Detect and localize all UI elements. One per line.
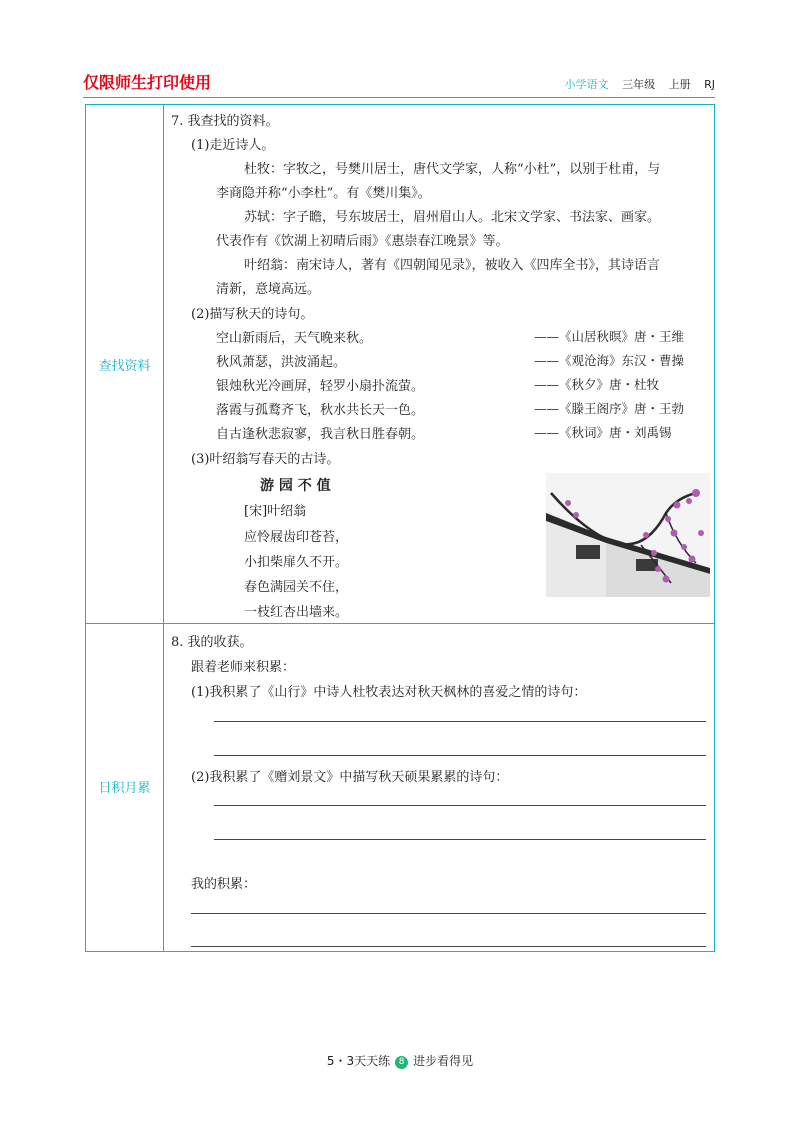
verse-source: ——《秋词》唐・刘禹锡 — [534, 425, 672, 440]
part-2-title: (2)描写秋天的诗句。 — [191, 307, 314, 322]
grade-label: 三年级 — [622, 78, 656, 91]
section-label-accumulate: 日积月累 — [98, 781, 151, 796]
accumulate-intro: 跟着老师来积累： — [191, 660, 296, 675]
poet-text-line: 代表作有《饮湖上初晴后雨》《惠崇春江晚景》等。 — [216, 234, 509, 249]
verse-line: 银烛秋光冷画屏，轻罗小扇扑流萤。 — [216, 379, 425, 394]
page-number: 8 — [395, 1056, 408, 1069]
poet-text-line: 李商隐并称“小李杜”。有《樊川集》。 — [216, 186, 431, 201]
header-divider — [83, 97, 715, 98]
part-1-title: (1)走近诗人。 — [191, 138, 275, 153]
verse-source: ——《秋夕》唐・杜牧 — [534, 377, 660, 392]
accumulate-part-1: (1)我积累了《山行》中诗人杜牧表达对秋天枫林的喜爱之情的诗句： — [191, 685, 587, 700]
answer-line[interactable] — [214, 755, 706, 756]
question-8-title: 8. 我的收获。 — [171, 635, 253, 650]
poem-title: 游 园 不 值 — [260, 478, 331, 494]
footer-brand: 5・3天天练 — [326, 1054, 391, 1068]
answer-line[interactable] — [214, 721, 706, 722]
side-column — [86, 105, 164, 951]
verse-line: 自古逢秋悲寂寥，我言秋日胜春朝。 — [216, 427, 425, 442]
poem-line: 春色满园关不住， — [244, 580, 349, 595]
edition-label: RJ — [704, 78, 715, 91]
part-3-title: (3)叶绍翁写春天的古诗。 — [191, 452, 340, 467]
answer-line[interactable] — [214, 839, 706, 840]
answer-line[interactable] — [191, 946, 706, 947]
poet-text-line: 苏轼：字子瞻，号东坡居士，眉州眉山人。北宋文学家、书法家、画家。 — [244, 210, 661, 225]
poem-line: 一枝红杏出墙来。 — [244, 605, 349, 620]
poet-text-line: 清新，意境高远。 — [216, 282, 321, 297]
section-label-research: 查找资料 — [98, 359, 151, 374]
footer-slogan: 进步看得见 — [413, 1054, 474, 1068]
verse-source: ——《山居秋暝》唐・王维 — [534, 329, 685, 344]
verse-line: 空山新雨后，天气晚来秋。 — [216, 331, 373, 346]
worksheet-table — [85, 104, 715, 952]
verse-line: 秋风萧瑟，洪波涌起。 — [216, 355, 347, 370]
subject-label: 小学语文 — [564, 78, 609, 91]
book-info — [555, 76, 715, 92]
answer-line[interactable] — [214, 805, 706, 806]
my-accumulation-label: 我的积累： — [191, 877, 257, 892]
verse-source: ——《滕王阁序》唐・王勃 — [534, 401, 685, 416]
poet-text-line: 杜牧：字牧之，号樊川居士，唐代文学家，人称“小杜”，以别于杜甫，与 — [244, 162, 661, 177]
poem-author: [宋]叶绍翁 — [244, 504, 307, 519]
accumulate-part-2: (2)我积累了《赠刘景文》中描写秋天硕果累累的诗句： — [191, 770, 509, 785]
poet-text-line: 叶绍翁：南宋诗人，著有《四朝闻见录》，被收入《四库全书》，其诗语言 — [244, 258, 661, 273]
print-notice: 仅限师生打印使用 — [83, 73, 212, 92]
page-footer — [0, 1052, 800, 1069]
poem-line: 小扣柴扉久不开。 — [244, 555, 349, 570]
volume-label: 上册 — [668, 78, 691, 91]
question-7-title: 7. 我查找的资料。 — [171, 114, 279, 129]
verse-source: ——《观沧海》东汉・曹操 — [534, 353, 685, 368]
verse-line: 落霞与孤鹜齐飞，秋水共长天一色。 — [216, 403, 425, 418]
apricot-wall-illustration — [546, 473, 710, 597]
row-divider — [86, 623, 714, 624]
poem-line: 应怜屐齿印苍苔， — [244, 530, 349, 545]
answer-line[interactable] — [191, 913, 706, 914]
